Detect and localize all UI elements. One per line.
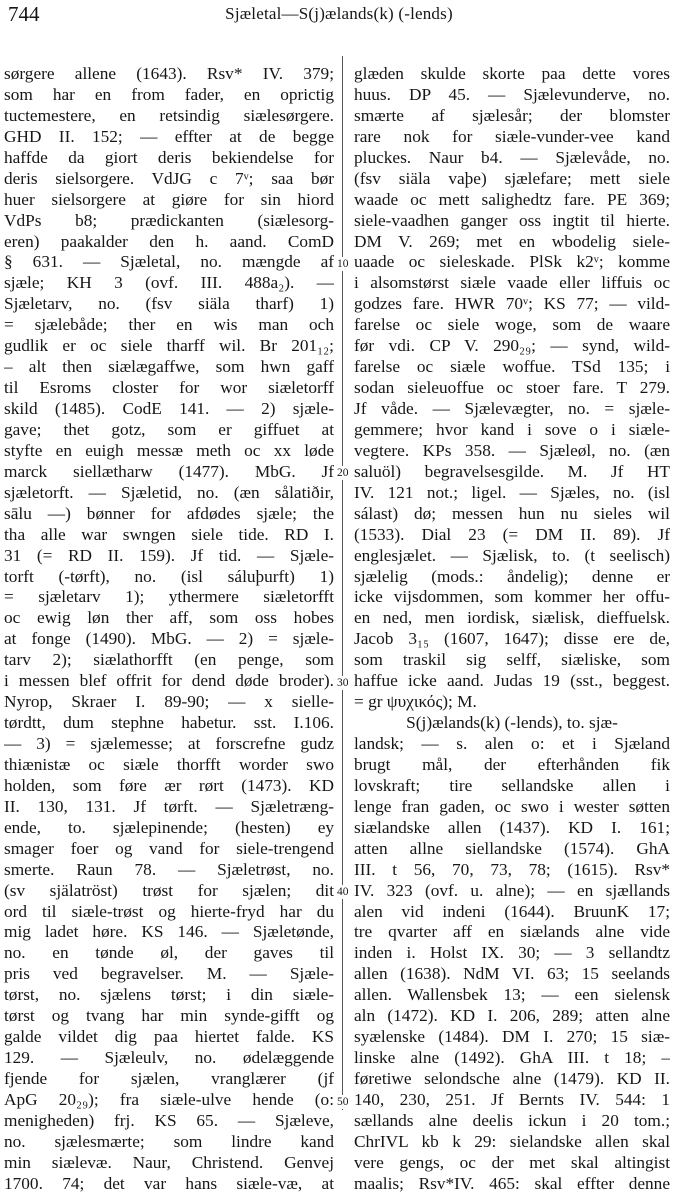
text-line: før vdi. CP V. 290₂₉; — synd, wild- xyxy=(354,336,670,356)
text-line: — 3) = sjælemesse; at forscrefne gudz xyxy=(4,734,334,753)
text-line: i alsomstørst siæle vaade eller liffuis oc xyxy=(354,273,670,293)
margin-line-number: 20 xyxy=(337,467,349,480)
text-line: farelse oc siæle woffue. TSd 135; i xyxy=(354,357,670,377)
text-line: ord til siæle-trøst og hierte-fryd har du xyxy=(4,901,334,921)
text-line: (1533). Dial 23 (= DM II. 89). Jf xyxy=(354,524,670,544)
text-line: sodan sieleuoffue oc stoer fare. T 279. xyxy=(354,378,670,398)
text-line: II. 130, 131. Jf tørft. — Sjæletræng- xyxy=(4,796,334,816)
text-line: styfte en euigh messæ meth oc xx løde xyxy=(4,440,334,460)
margin-line-number: 30 xyxy=(337,676,349,689)
text-line: oc ewig løn ther aff, som oss hobes xyxy=(4,608,334,628)
text-line: sørgere allene (1643). Rsv* IV. 379; xyxy=(4,64,334,83)
text-line: linske alne (1492). GhA III. t 18; – xyxy=(354,1048,670,1068)
right-column xyxy=(354,64,670,1195)
text-line: VdPs b8; prædickanten (siælesorg- xyxy=(4,210,334,230)
text-line: DM V. 269; met en wbodelig siele- xyxy=(354,231,670,251)
text-line: mig ladet høre. KS 146. — Sjæletønde, xyxy=(4,922,334,942)
text-line: sálast) dø; messen hun nu sieles wil xyxy=(354,503,670,523)
text-line: alen vid indeni (1644). BruunK 17; xyxy=(354,901,670,921)
text-line: smærte af sjælesår; der blomster xyxy=(354,105,670,125)
text-line: sjælelig (mods.: åndelig); denne er xyxy=(354,566,670,586)
text-line: farelse oc siele woge, som de waare xyxy=(354,315,670,335)
text-line: waade oc mett salighedtz fare. PE 369; xyxy=(354,189,670,209)
text-line: tha alle war swngen siele tide. RD I. xyxy=(4,524,334,544)
text-line: tørst, no. sjælens tørst; i din siæle- xyxy=(4,985,334,1005)
text-line: sjæletorft. — Sjæletid, no. (æn sålatiðir, xyxy=(4,482,334,502)
text-line: vegtere. KPs 358. — Sjæleøl, no. (æn xyxy=(354,440,670,460)
text-line: galde vildet dig paa hiertet falde. KS xyxy=(4,1027,334,1047)
text-line: saluöl) begravelsesgilde. M. Jf HT xyxy=(354,461,670,481)
text-line: en ned, men iordisk, siælisk, dieffuelsk. xyxy=(354,608,670,628)
text-line: menigheden) frj. KS 65. — Sjæleve, xyxy=(4,1110,334,1130)
text-line: skild (1485). CodE 141. — 2) sjæle- xyxy=(4,399,334,418)
text-line: gemmere; hvor kand i sove o i siæle- xyxy=(354,419,670,439)
text-line: aln (1472). KD I. 206, 289; atten alne xyxy=(354,1006,670,1026)
margin-line-number: 40 xyxy=(337,886,349,899)
text-line: Jacob 3₁₅ (1607, 1647); disse ere de, xyxy=(354,629,670,649)
text-line: fjende for sjælen, vranglærer (jf xyxy=(4,1069,334,1088)
running-head: Sjæletal—S(j)ælands(k) (-lends) xyxy=(225,4,453,23)
text-line: gave; thet gotz, som er giffuet at xyxy=(4,419,334,439)
margin-line-number: 50 xyxy=(337,1095,349,1108)
text-line: IV. 323 (ovf. u. alne); — en sjællands xyxy=(354,880,670,900)
text-line: holden, som føre ær rørt (1473). KD xyxy=(4,775,334,795)
column-divider xyxy=(342,56,343,1110)
text-line: lenge fran gaden, oc swo i wester søtten xyxy=(354,796,670,816)
text-line: huer sielsorgere at giøre for sin hiord xyxy=(4,189,334,209)
text-line: Jf våde. — Sjælevægter, no. = sjæle- xyxy=(354,399,670,418)
text-line: min siælevæ. Naur, Christend. Genvej xyxy=(4,1152,334,1172)
text-line: torft (-tørft), no. (isl sáluþurft) 1) xyxy=(4,566,334,586)
text-line: vere gengs, oc der met skal altingist xyxy=(354,1152,670,1172)
text-line: føretiwe selondsche alne (1479). KD II. xyxy=(354,1069,670,1088)
text-line: siele-vaadhen ganger oss ingtit til hierte. xyxy=(354,210,670,230)
text-line: pluckes. Naur b4. — Sjælevåde, no. xyxy=(354,147,670,167)
text-line: 140, 230, 251. Jf Bernts IV. 544: 1 xyxy=(354,1089,670,1109)
text-line: = sjælebåde; ther en wis man och xyxy=(4,315,334,335)
text-line: ChrIVL kb k 29: sielandske allen skal xyxy=(354,1131,670,1151)
text-line: i messen blef offrit for dend døde broder). xyxy=(4,671,334,691)
text-line: smerte. Raun 78. — Sjæletrøst, no. xyxy=(4,859,334,879)
text-line: (fsv siäla vaþe) sjælefare; mett siele xyxy=(354,168,670,188)
text-line: tarv 2); siælathorfft (en penge, som xyxy=(4,650,334,670)
text-line: IV. 121 not.; ligel. — Sjæles, no. (isl xyxy=(354,482,670,502)
text-line: no. sjælesmærte; som lindre kand xyxy=(4,1131,334,1151)
page-number: 744 xyxy=(8,2,40,26)
text-line: tuctemestere, en retsindig siælesørgere. xyxy=(4,105,334,125)
text-line: uaade oc sieleskade. PlSk k2ᵛ; komme xyxy=(354,252,670,272)
text-line: godzes fare. HWR 70ᵛ; KS 77; — vild- xyxy=(354,294,670,314)
text-line: tørdtt, dum stephne habetur. sst. I.106. xyxy=(4,713,334,733)
text-line: at fonge (1490). MbG. — 2) = sjæle- xyxy=(4,629,334,649)
text-line: (sv själatröst) trøst for sjælen; dit xyxy=(4,880,334,900)
text-line: deris sielsorgere. VdJG c 7ᵛ; saa bør xyxy=(4,168,334,188)
text-line: – alt then siælægaffwe, som hwn gaff xyxy=(4,357,334,377)
text-line: ApG 20₂₉); fra siæle-ulve hende (o: xyxy=(4,1089,334,1109)
text-line: eren) paakalder den h. aand. ComD xyxy=(4,231,334,251)
text-line: maalis; Rsv*IV. 465: skal effter denne xyxy=(354,1173,670,1193)
text-line: 31 (= RD II. 159). Jf tid. — Sjæle- xyxy=(4,545,334,565)
text-line: = gr ψυχικός); M. xyxy=(354,692,477,712)
page-header xyxy=(6,2,672,28)
text-line: sālu —) bønner for afdødes sjæle; the xyxy=(4,503,334,523)
text-line: tre qvarter aff en siælands alne vide xyxy=(354,922,670,942)
text-line: ende, to. sjælepinende; (hesten) ey xyxy=(4,817,334,837)
text-line: pris ved begravelser. M. — Sjæle- xyxy=(4,964,334,984)
text-line: brugt mål, der efterhånden fik xyxy=(354,754,670,774)
text-line: rare nok for siæle-vunder-vee kand xyxy=(354,126,670,146)
text-line: = sjæletarv 1); ythermere siæletorfft xyxy=(4,587,334,607)
text-line: lovskraft; tire sellandske allen i xyxy=(354,775,670,795)
text-line: syælenske (1484). DM I. 270; 15 siæ- xyxy=(354,1027,670,1047)
text-line: som traskil sig selff, siæliske, som xyxy=(354,650,670,670)
text-line: no. en tønde øl, der gaves til xyxy=(4,943,334,963)
text-line: haffde da giort deris bekiendelse for xyxy=(4,147,334,167)
text-line: 1700. 74; det var hans siæle-væ, at xyxy=(4,1173,334,1193)
text-line: S(j)ælands(k) (-lends), to. sjæ- xyxy=(406,713,618,733)
text-line: haffue icke aand. Judas 19 (sst., beggest. xyxy=(354,671,670,691)
text-line: 129. — Sjæleulv, no. ødelæggende xyxy=(4,1048,334,1068)
text-line: glæden skulde skorte paa dette vores xyxy=(354,64,670,83)
margin-line-number: 10 xyxy=(337,257,349,270)
text-line: § 631. — Sjæletal, no. mængde af xyxy=(4,252,334,272)
text-line: siælandske allen (1437). KD I. 161; xyxy=(354,817,670,837)
text-line: til Esroms closter for wor siæletorff xyxy=(4,378,334,398)
text-line: III. t 56, 70, 73, 78; (1615). Rsv* xyxy=(354,859,670,879)
text-line: gudlik er oc siele tharff wil. Br 201₁₂; xyxy=(4,336,334,356)
text-line: Nyrop, Skraer I. 89-90; — x sielle- xyxy=(4,692,334,712)
text-line: atten allne siellandske (1574). GhA xyxy=(354,838,670,858)
text-line: huus. DP 45. — Sjælevunderve, no. xyxy=(354,84,670,104)
text-line: icke vijsdommen, som kommer her offu- xyxy=(354,587,670,607)
text-line: thiænistæ oc siæle thorfft worder swo xyxy=(4,754,334,774)
text-line: landsk; — s. alen o: et i Sjæland xyxy=(354,734,670,753)
text-line: allen (1638). NdM VI. 63; 15 seelands xyxy=(354,964,670,984)
text-line: sjæle; KH 3 (ovf. III. 488a₂). — xyxy=(4,273,334,293)
left-column xyxy=(4,64,334,1195)
text-line: Sjæletarv, no. (fsv siäla tharf) 1) xyxy=(4,294,334,314)
text-line: marck siellætharw (1477). MbG. Jf xyxy=(4,461,334,481)
text-line: GHD II. 152; — effter at de begge xyxy=(4,126,334,146)
text-line: smager foer og vand for siele-trengend xyxy=(4,838,334,858)
text-line: englesjælet. — Sjælisk, to. (t seelisch) xyxy=(354,545,670,565)
text-line: inden i. Holst IX. 30; — 3 sellandtz xyxy=(354,943,670,963)
text-line: tørst og tvang har min synde-gifft og xyxy=(4,1006,334,1026)
text-line: som har en from fader, en oprictig xyxy=(4,84,334,104)
text-line: sællands alne deelis ickun i 20 tom.; xyxy=(354,1110,670,1130)
text-line: allen. Wallensbek 13; — een sielensk xyxy=(354,985,670,1005)
